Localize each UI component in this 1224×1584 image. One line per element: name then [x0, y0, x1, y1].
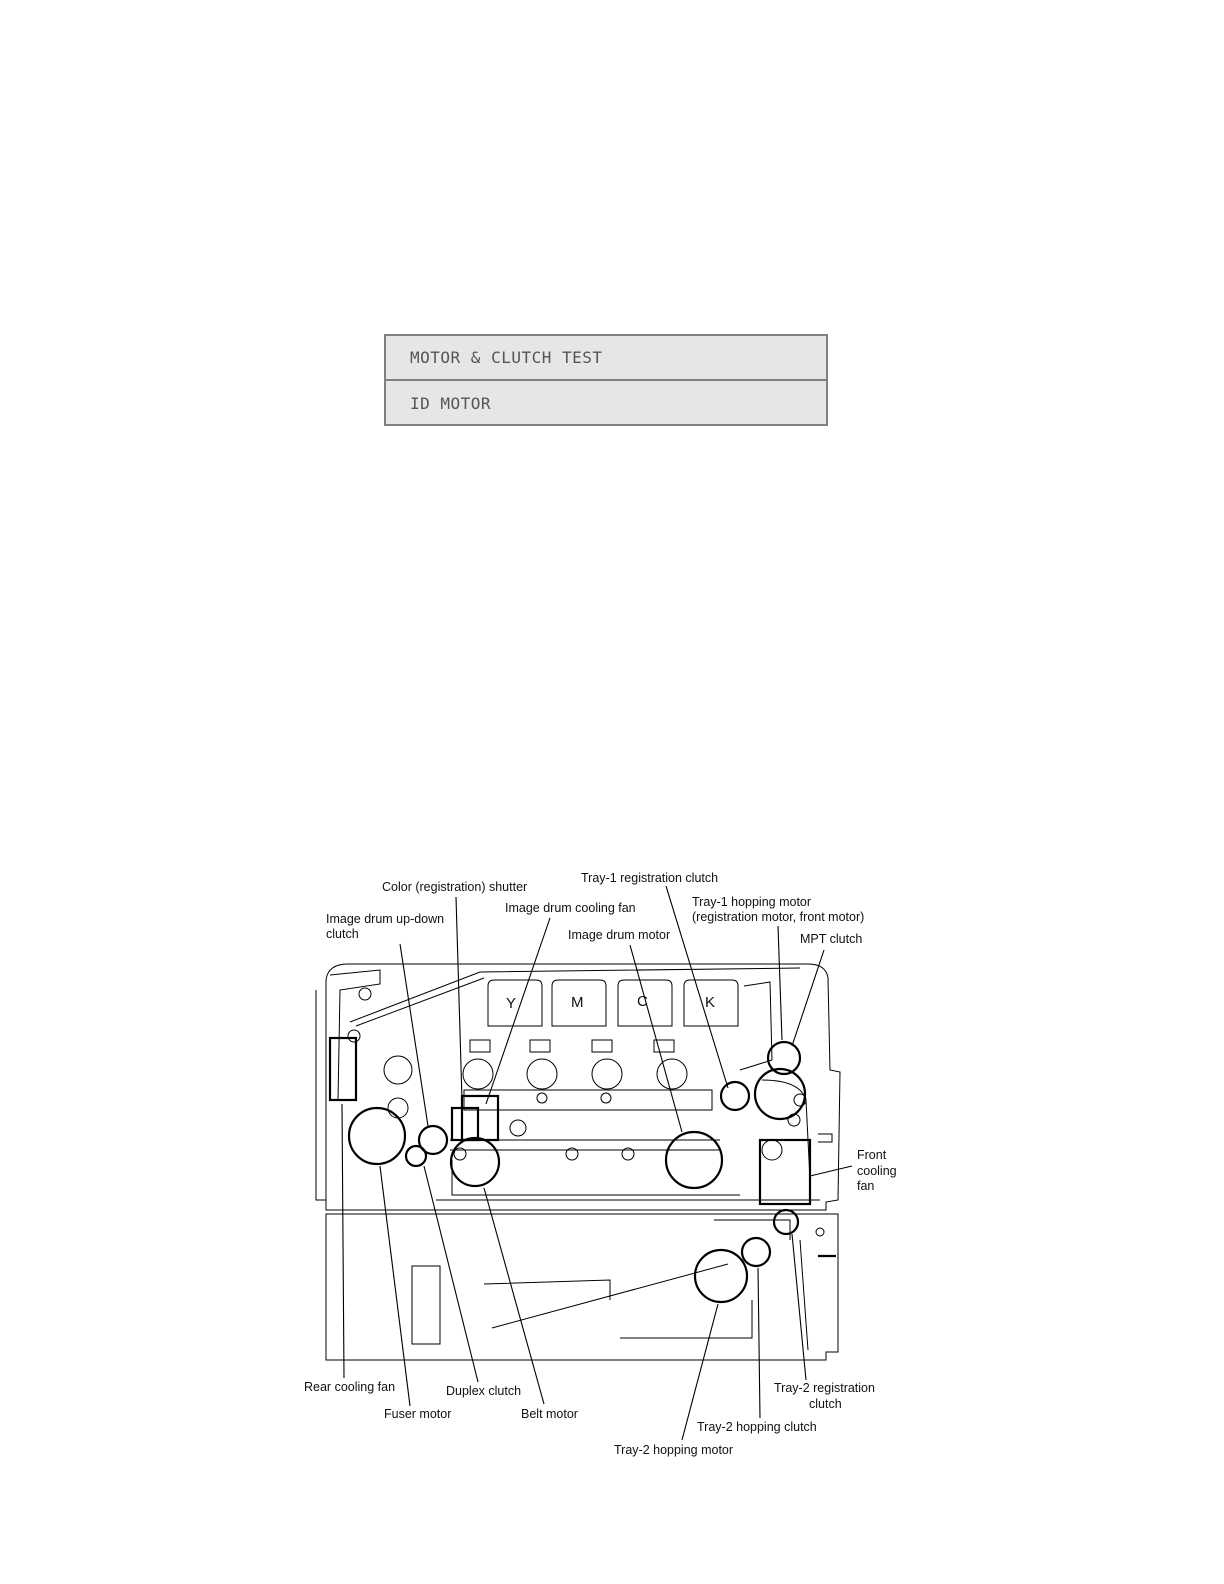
second-paper-tray: [326, 1214, 838, 1360]
label-front-cooling-fan-line1: Front: [857, 1148, 887, 1162]
label-duplex-clutch: Duplex clutch: [446, 1384, 522, 1398]
drums-and-rollers: [348, 988, 824, 1236]
label-tray2-hopping-motor: Tray-2 hopping motor: [614, 1443, 734, 1457]
label-tray1-registration-clutch: Tray-1 registration clutch: [581, 871, 719, 885]
toner-slot-y: Y: [506, 995, 517, 1012]
panel-value: ID MOTOR: [410, 394, 492, 413]
label-tray1-hopping-motor-line2: (registration motor, front motor): [692, 910, 865, 924]
label-tray2-registration-clutch-line1: Tray-2 registration: [774, 1381, 875, 1395]
label-fuser-motor: Fuser motor: [384, 1407, 452, 1421]
label-color-shutter: Color (registration) shutter: [382, 880, 528, 894]
label-image-drum-cooling-fan: Image drum cooling fan: [505, 901, 636, 915]
leader-lines: [342, 886, 852, 1440]
label-mpt-clutch: MPT clutch: [800, 932, 863, 946]
label-image-drum-updown-clutch-line2: clutch: [326, 927, 359, 941]
label-belt-motor: Belt motor: [521, 1407, 578, 1421]
highlighted-components: [330, 1038, 810, 1302]
label-tray1-hopping-motor-line1: Tray-1 hopping motor: [692, 895, 812, 909]
panel-title: MOTOR & CLUTCH TEST: [386, 336, 826, 381]
label-front-cooling-fan-line3: fan: [857, 1179, 875, 1193]
label-tray2-registration-clutch-line2: clutch: [809, 1397, 842, 1411]
label-image-drum-motor: Image drum motor: [568, 928, 671, 942]
toner-cartridges: [470, 980, 772, 1070]
label-tray2-hopping-clutch: Tray-2 hopping clutch: [697, 1420, 817, 1434]
label-rear-cooling-fan: Rear cooling fan: [304, 1380, 396, 1394]
label-front-cooling-fan-line2: cooling: [857, 1164, 897, 1178]
label-image-drum-updown-clutch-line1: Image drum up-down: [326, 912, 445, 926]
toner-slot-m: M: [571, 994, 584, 1011]
component-labels: [304, 871, 897, 1457]
toner-slot-c: C: [637, 993, 648, 1010]
toner-slot-k: K: [705, 994, 716, 1011]
